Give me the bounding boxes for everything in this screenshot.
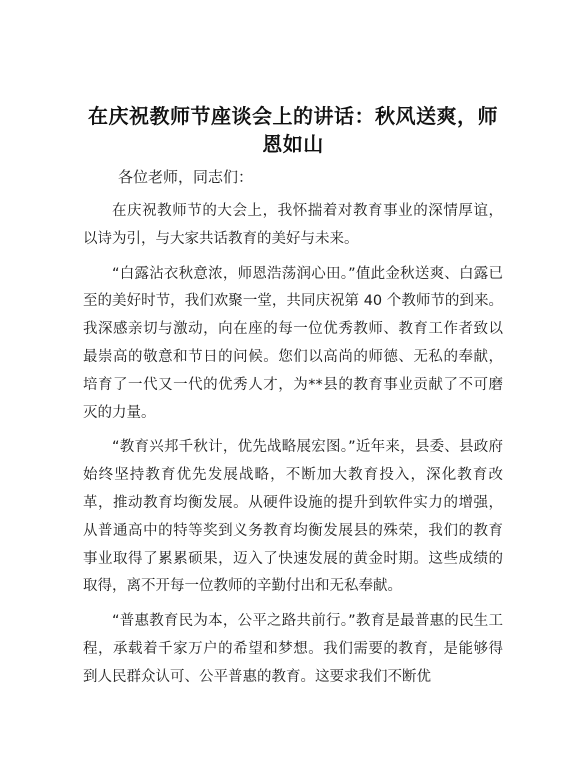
paragraph: 在庆祝教师节的大会上，我怀揣着对教育事业的深情厚谊，以诗为引，与大家共话教育的美好与未来。 bbox=[83, 203, 503, 247]
paragraph: “普惠教育民为本，公平之路共前行。”教育是最普惠的民生工程，承载着千家万户的希望和梦想。我们需要的教育，是能够得到人民群众认可、公平普惠的教育。这要求我们不断优 bbox=[83, 613, 503, 685]
paragraph: “教育兴邦千秋计，优先战略展宏图。”近年来，县委、县政府始终坚持教育优先发展战略，不断加大教育投入，深化教育改革，推动教育均衡发展。从硬件设施的提升到软件实力的增强，从普通高中的特等奖到义务教育均衡发展县的殊荣，我们的教育事业取得了累累硕果，迈入了快速发展的黄金时期。这些成绩的取得，离不开每一位教师的辛勤付出和无私奉献。 bbox=[83, 439, 503, 595]
document-body bbox=[83, 198, 503, 699]
paragraph: “白露沾衣秋意浓，师恩浩荡润心田。”值此金秋送爽、白露已至的美好时节，我们欢聚一堂，共同庆祝第 40 个教师节的到来。我深感亲切与激动，向在座的每一位优秀教师、教育工作者致以最崇高的敬意和节日的问候。您们以高尚的师德、无私的奉献，培育了一代又一代的优秀人才，为**县的教育事业贡献了不可磨灭的力量。 bbox=[83, 265, 503, 421]
greeting: 各位老师，同志们： bbox=[118, 168, 254, 186]
document-title: 在庆祝教师节座谈会上的讲话：秋风送爽，师恩如山 bbox=[88, 104, 498, 156]
